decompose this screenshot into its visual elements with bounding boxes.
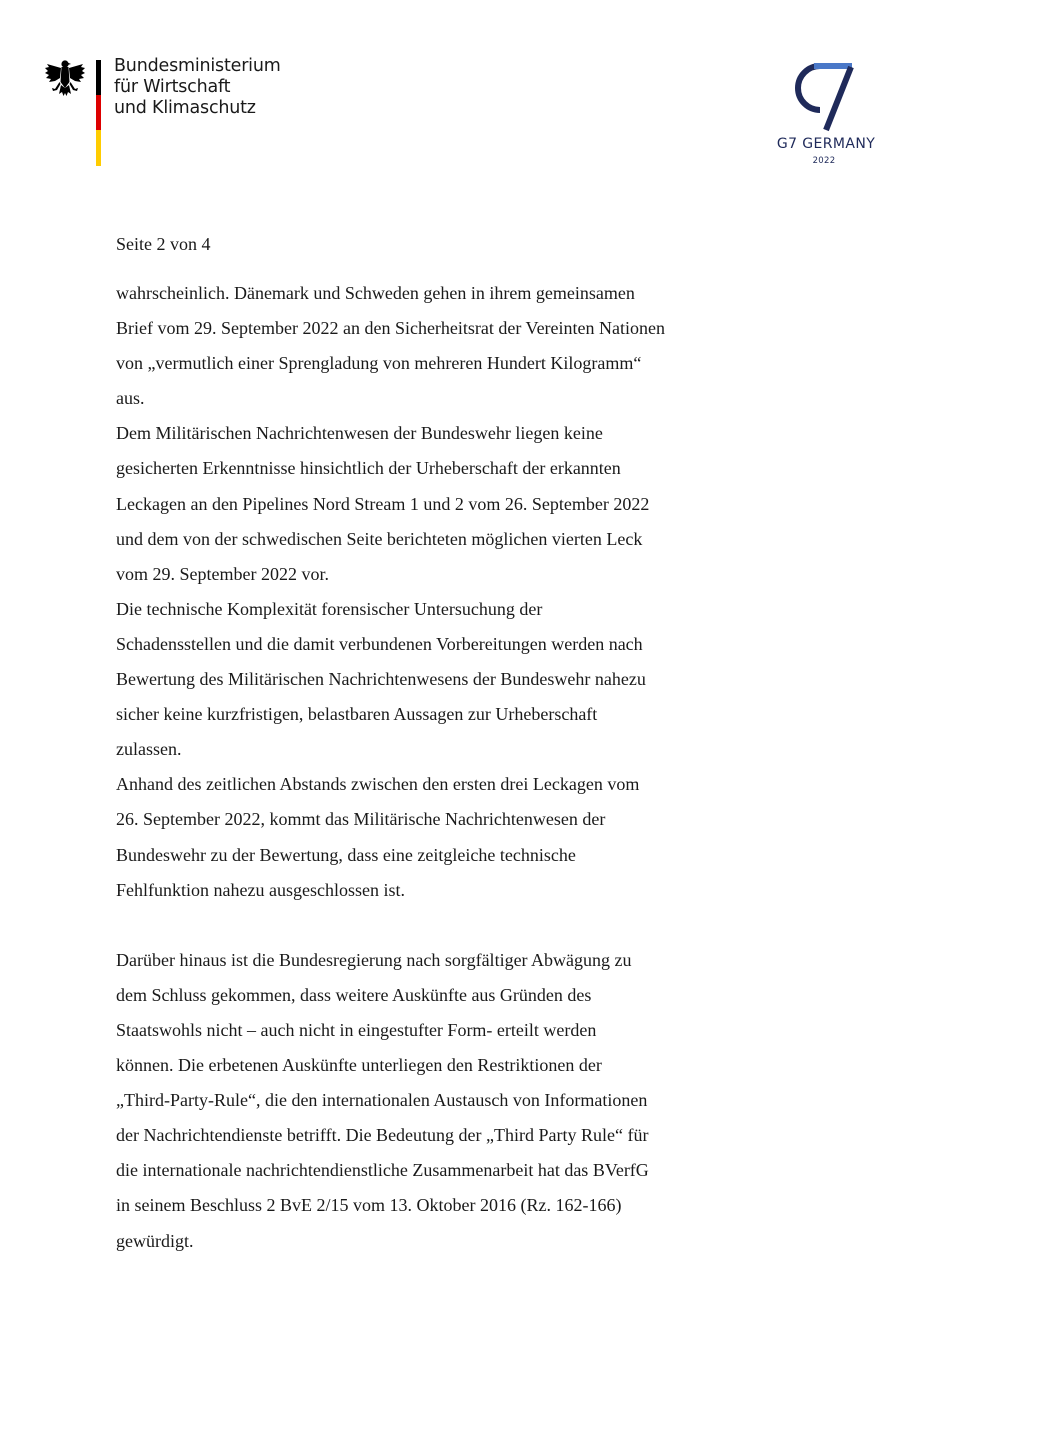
g7-year: 2022 [812,156,836,166]
text-line: Staatswohls nicht – auch nicht in eingestufter Form- erteilt werden [116,1019,597,1040]
text-line: und dem von der schwedischen Seite berichteten möglichen vierten Leck [116,528,643,549]
text-line: aus. [116,388,145,409]
ministry-logo [44,56,284,168]
text-line: Bewertung des Militärischen Nachrichtenwesens der Bundeswehr nahezu [116,669,646,690]
paragraph [116,416,766,591]
page-number: Seite 2 von 4 [116,234,211,254]
text-line: gewürdigt. [116,1230,194,1251]
federal-eagle-icon [44,58,86,102]
text-line: der Nachrichtendienste betrifft. Die Bedeutung der „Third Party Rule“ für [116,1125,649,1146]
paragraph [116,943,766,1259]
g7-germany-logo [766,56,886,176]
text-line: gesicherten Erkenntnisse hinsichtlich der Urheberschaft der erkannten [116,458,621,479]
text-line: sicher keine kurzfristigen, belastbaren Aussagen zur Urheberschaft [116,704,598,725]
text-line: Dem Militärischen Nachrichtenwesen der Bundeswehr liegen keine [116,423,603,444]
paragraph [116,767,766,907]
text-line: Leckagen an den Pipelines Nord Stream 1 und 2 vom 26. September 2022 [116,493,650,514]
ministry-name [114,56,281,119]
text-line: Anhand des zeitlichen Abstands zwischen den ersten drei Leckagen vom [116,774,640,795]
text-line: Schadensstellen und die damit verbundenen Vorbereitungen werden nach [116,633,643,654]
paragraph [116,592,766,767]
ministry-name-line-2: für Wirtschaft [114,77,231,97]
g7-mark-icon [790,58,858,134]
text-line: Darüber hinaus ist die Bundesregierung nach sorgfältiger Abwägung zu [116,949,632,970]
text-line: von „vermutlich einer Sprengladung von mehreren Hundert Kilogramm“ [116,353,642,374]
text-line: vom 29. September 2022 vor. [116,563,329,584]
text-line: Brief vom 29. September 2022 an den Sicherheitsrat der Vereinten Nationen [116,318,666,339]
text-line: 26. September 2022, kommt das Militärische Nachrichtenwesen der [116,809,606,830]
ministry-name-line-1: Bundesministerium [114,56,281,76]
text-line: können. Die erbetenen Auskünfte unterliegen den Restriktionen der [116,1055,602,1076]
text-line: in seinem Beschluss 2 BvE 2/15 vom 13. Oktober 2016 (Rz. 162-166) [116,1195,622,1216]
text-line: Die technische Komplexität forensischer Untersuchung der [116,598,543,619]
text-line: „Third-Party-Rule“, die den internationalen Austausch von Informationen [116,1090,648,1111]
letter-body [116,276,766,1259]
text-line: Fehlfunktion nahezu ausgeschlossen ist. [116,879,405,900]
paragraph-spacer [116,908,766,943]
german-flag-bar [96,60,101,166]
text-line: wahrscheinlich. Dänemark und Schweden gehen in ihrem gemeinsamen [116,283,635,303]
text-line: zulassen. [116,739,182,760]
text-line: dem Schluss gekommen, dass weitere Auskünfte aus Gründen des [116,984,592,1005]
g7-title: G7 GERMANY [776,136,876,152]
paragraph [116,276,766,416]
text-line: Bundeswehr zu der Bewertung, dass eine zeitgleiche technische [116,844,576,865]
ministry-name-line-3: und Klimaschutz [114,98,256,118]
text-line: die internationale nachrichtendienstliche Zusammenarbeit hat das BVerfG [116,1160,649,1181]
